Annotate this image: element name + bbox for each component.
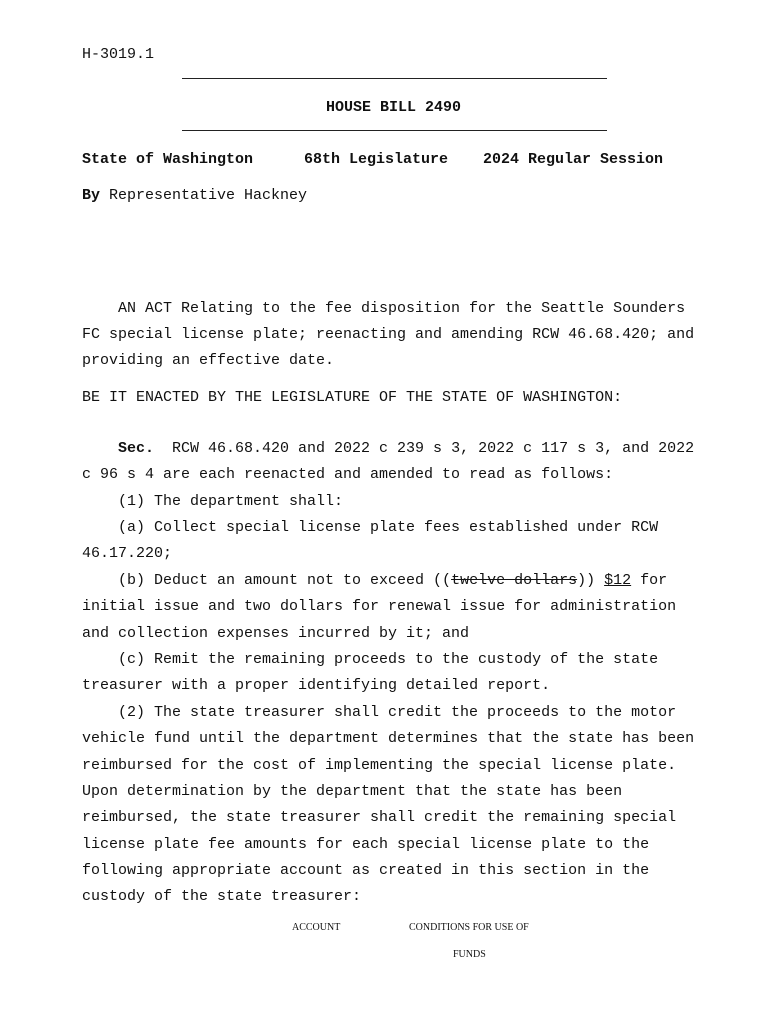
para-2-line-7: following appropriate account as created in this section in the	[82, 862, 650, 879]
para-2-line-8: custody of the state treasurer:	[82, 888, 362, 905]
para-2-line-5: reimbursed, the state treasurer shall credit the remaining special	[82, 809, 677, 826]
para-b-line-3: and collection expenses incurred by it; and	[82, 625, 470, 642]
sponsor-name: Representative Hackney	[109, 187, 308, 204]
session-label: 2024 Regular Session	[483, 151, 664, 168]
top-rule	[182, 78, 607, 79]
act-line-3: providing an effective date.	[82, 352, 335, 369]
para-c-line-2: treasurer with a proper identifying detailed report.	[82, 677, 551, 694]
enacting-clause: BE IT ENACTED BY THE LEGISLATURE OF THE STATE OF WASHINGTON:	[82, 389, 623, 406]
para-2-line-2: vehicle fund until the department determines that the state has been	[82, 730, 695, 747]
inserted-text: $12	[604, 572, 632, 589]
table-header-conditions: CONDITIONS FOR USE OF	[409, 922, 529, 933]
section-label: Sec.	[118, 440, 155, 457]
state-label: State of Washington	[82, 151, 254, 168]
para-c-line-1: (c) Remit the remaining proceeds to the custody of the state	[118, 651, 659, 668]
struck-text: twelve dollars	[451, 572, 578, 589]
by-label: By	[82, 187, 101, 204]
para-b-line-2: initial issue and two dollars for renewal issue for administration	[82, 598, 677, 615]
table-header-account: ACCOUNT	[292, 922, 341, 933]
act-line-1: AN ACT Relating to the fee disposition for the Seattle Sounders	[118, 300, 686, 317]
section-line-1	[118, 440, 694, 458]
legislature-label: 68th Legislature	[304, 151, 449, 168]
section-line-1-text: RCW 46.68.420 and 2022 c 239 s 3, 2022 c 117 s 3, and 2022	[154, 440, 695, 457]
para-2-line-1: (2) The state treasurer shall credit the proceeds to the motor	[118, 704, 677, 721]
para-2-line-4: Upon determination by the department that the state has been	[82, 783, 623, 800]
para-a-line-1: (a) Collect special license plate fees established under RCW	[118, 519, 659, 536]
table-header-funds: FUNDS	[453, 949, 486, 960]
para-1: (1) The department shall:	[118, 493, 344, 510]
para-2-line-3: reimbursed for the cost of implementing the special license plate.	[82, 757, 677, 774]
bill-title: HOUSE BILL 2490	[326, 99, 462, 116]
para-b-prefix: (b) Deduct an amount not to exceed ((	[118, 572, 452, 589]
section-line-2: c 96 s 4 are each reenacted and amended to read as follows:	[82, 466, 614, 483]
para-b-suffix: for	[631, 572, 668, 589]
para-b-line-1	[118, 572, 667, 590]
act-line-2: FC special license plate; reenacting and amending RCW 46.68.420; and	[82, 326, 695, 343]
para-2-line-6: license plate fee amounts for each special license plate to the	[82, 836, 650, 853]
bill-code: H-3019.1	[82, 46, 155, 63]
sponsor-line	[82, 187, 307, 204]
para-a-line-2: 46.17.220;	[82, 545, 173, 562]
para-b-mid: ))	[577, 572, 605, 589]
bottom-rule	[182, 130, 607, 131]
